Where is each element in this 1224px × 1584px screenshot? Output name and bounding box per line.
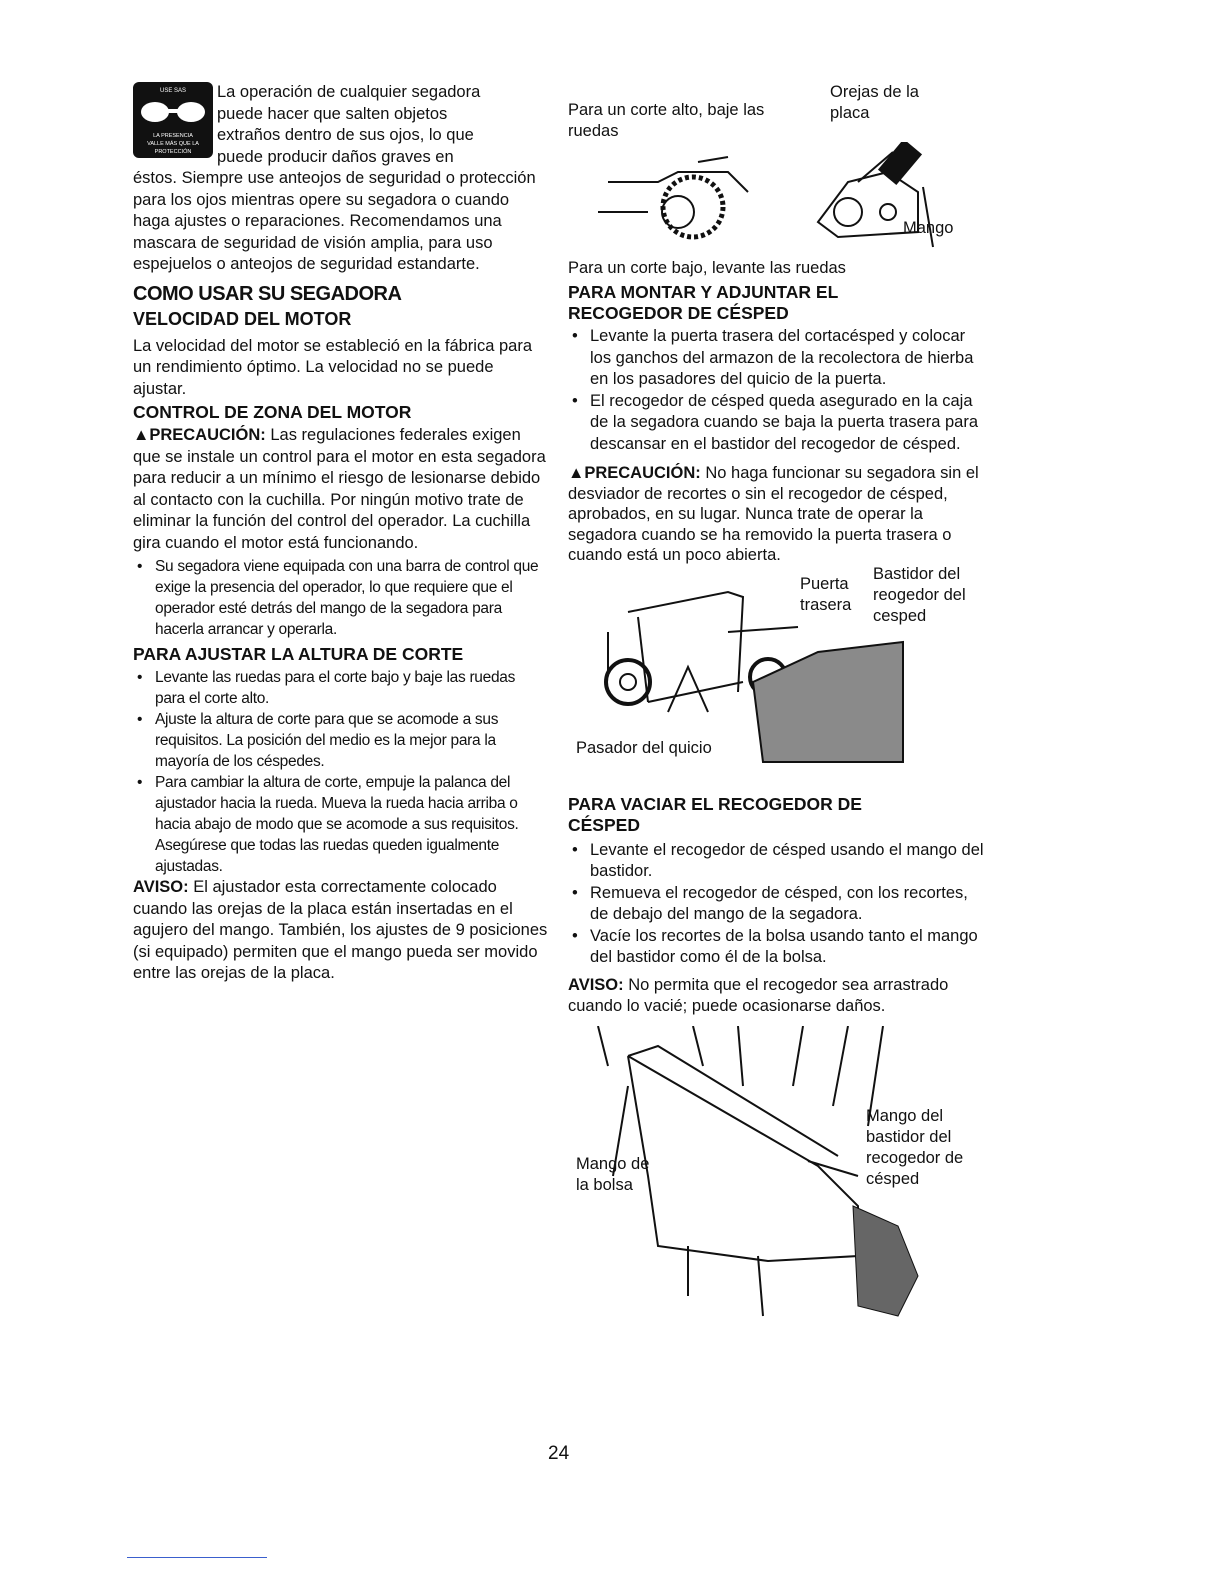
label-mango-bastidor: Mango del bastidor del recogedor de césped xyxy=(866,1106,964,1188)
altura-bullets xyxy=(133,667,548,877)
safety-glasses-icon xyxy=(133,82,213,158)
aviso-vaciar: AVISO: No permita que el recogedor sea arrastrado cuando lo vacié; puede ocasionarse daños. xyxy=(568,975,949,1015)
control-bullets xyxy=(133,556,548,640)
wheel-height-figure xyxy=(568,82,988,277)
list-item: • Levante las ruedas para el corte bajo y baje las ruedas para el corte alto. xyxy=(133,667,548,709)
label-corte-alto: Para un corte alto, baje las ruedas xyxy=(568,101,765,140)
svg-text:LA PRESENCIA: LA PRESENCIA xyxy=(153,133,193,139)
control-text: ▲PRECAUCIÓN: Las regulaciones federales exigen que se instale un control para el motor en esta segadora para reducir a un mínimo el riesgo de lesionarse debido al contacto con la cuchilla. Por ningún motivo trate de eliminar la función del control del operador. La cuchilla gira cuando el motor está funcionando. xyxy=(133,426,546,552)
label-bastidor-recogedor: Bastidor del reogedor del cesped xyxy=(873,564,966,625)
subtitle-altura: PARA AJUSTAR LA ALTURA DE CORTE xyxy=(133,644,464,664)
list-item: • Levante la puerta trasera del cortacésped y colocar los ganchos del armazon de la recolectora de hierba en los pasadores del quicio de la puerta. xyxy=(568,326,988,391)
label-puerta-trasera: Puerta trasera xyxy=(800,574,852,614)
list-item: • Ajuste la altura de corte para que se acomode a sus requisitos. La posición del medio es la mejor para la mayoría de los céspedes. xyxy=(133,709,548,772)
montar-bullets xyxy=(568,326,988,455)
emptying-bag-figure xyxy=(568,1026,988,1326)
warning-triangle-icon: ▲ xyxy=(568,464,585,482)
safety-text: La operación de cualquier segadora puede hacer que salten objetos extraños dentro de sus ojos, lo que puede producir daños graves en éstos. Siempre use anteojos de seguridad o protección para los ojos mientras opere su segadora o cuando haga ajustes o reparaciones. Recomendamos una mascara de seguridad de visión amplia, para uso espejuelos o anteojos de seguridad estandarte. xyxy=(133,83,536,273)
footer-rule xyxy=(127,1557,267,1558)
precaucion-montar: ▲PRECAUCIÓN: No haga funcionar su segadora sin el desviador de recortes o sin el recogedor de césped, aprobados, en su lugar. Nunca trate de operar la segadora cuando se ha removido la puerta trasera o cuando está un poco abierta. xyxy=(568,464,979,564)
list-item: • Para cambiar la altura de corte, empuje la palanca del ajustador hacia la rueda. Mueva la rueda hacia arriba o hacia abajo de modo que se acomode a sus requisitos. Asegúrese que todas las ruedas queden igualmente ajustadas. xyxy=(133,772,548,877)
grass-catcher-figure xyxy=(568,564,988,772)
list-item: • Su segadora viene equipada con una barra de control que exige la presencia del operador, lo que requiere que el operador esté detrás del mango de la segadora para hacerla arrancar y operarla. xyxy=(133,556,548,640)
velocidad-text: La velocidad del motor se estableció en la fábrica para un rendimiento óptimo. La velocidad no se puede ajustar. xyxy=(133,336,532,398)
subtitle-control-zona: CONTROL DE ZONA DEL MOTOR xyxy=(133,402,412,422)
page-number: 24 xyxy=(548,1443,570,1464)
subtitle-velocidad: VELOCIDAD DEL MOTOR xyxy=(133,308,352,329)
label-mango: Mango xyxy=(903,219,954,237)
label-pasador-quicio: Pasador del quicio xyxy=(576,738,712,757)
warning-triangle-icon: ▲ xyxy=(133,426,150,444)
section-title-montar: PARA MONTAR Y ADJUNTAR EL RECOGEDOR DE CÉSPED xyxy=(568,282,839,323)
aviso-altura: AVISO: El ajustador esta correctamente colocado cuando las orejas de la placa están insertadas en el agujero del mango. También, los ajustes de 9 posiciones (si equipado) permiten que el mango pueda ser movido entre las orejas de la placa. xyxy=(133,878,548,982)
caption-corte-bajo: Para un corte bajo, levante las ruedas xyxy=(568,259,846,277)
vaciar-bullets xyxy=(568,840,988,969)
right-column xyxy=(568,82,988,1326)
section-title-vaciar: PARA VACIAR EL RECOGEDOR DE CÉSPED xyxy=(568,793,862,835)
safety-warning xyxy=(133,82,548,276)
left-column xyxy=(133,82,548,985)
section-title-como-usar: COMO USAR SU SEGADORA xyxy=(133,282,402,305)
list-item: • Vacíe los recortes de la bolsa usando tanto el mango del bastidor como él de la bolsa. xyxy=(568,926,988,969)
svg-text:PROTECCIÓN: PROTECCIÓN xyxy=(154,149,192,155)
label-orejas: Orejas de la placa xyxy=(830,83,919,122)
svg-text:USE SAS: USE SAS xyxy=(159,88,187,94)
label-mango-bolsa: Mango de la bolsa xyxy=(576,1154,650,1194)
list-item: • Remueva el recogedor de césped, con los recortes, de debajo del mango de la segadora. xyxy=(568,883,988,926)
list-item: • Levante el recogedor de césped usando el mango del bastidor. xyxy=(568,840,988,883)
list-item: • El recogedor de césped queda asegurado en la caja de la segadora cuando se baja la puerta trasera para descansar en el bastidor del recogedor de césped. xyxy=(568,391,988,456)
svg-text:VALLE MÁS QUE LA: VALLE MÁS QUE LA xyxy=(147,141,199,147)
wheel-adjuster-drawing xyxy=(588,142,968,252)
